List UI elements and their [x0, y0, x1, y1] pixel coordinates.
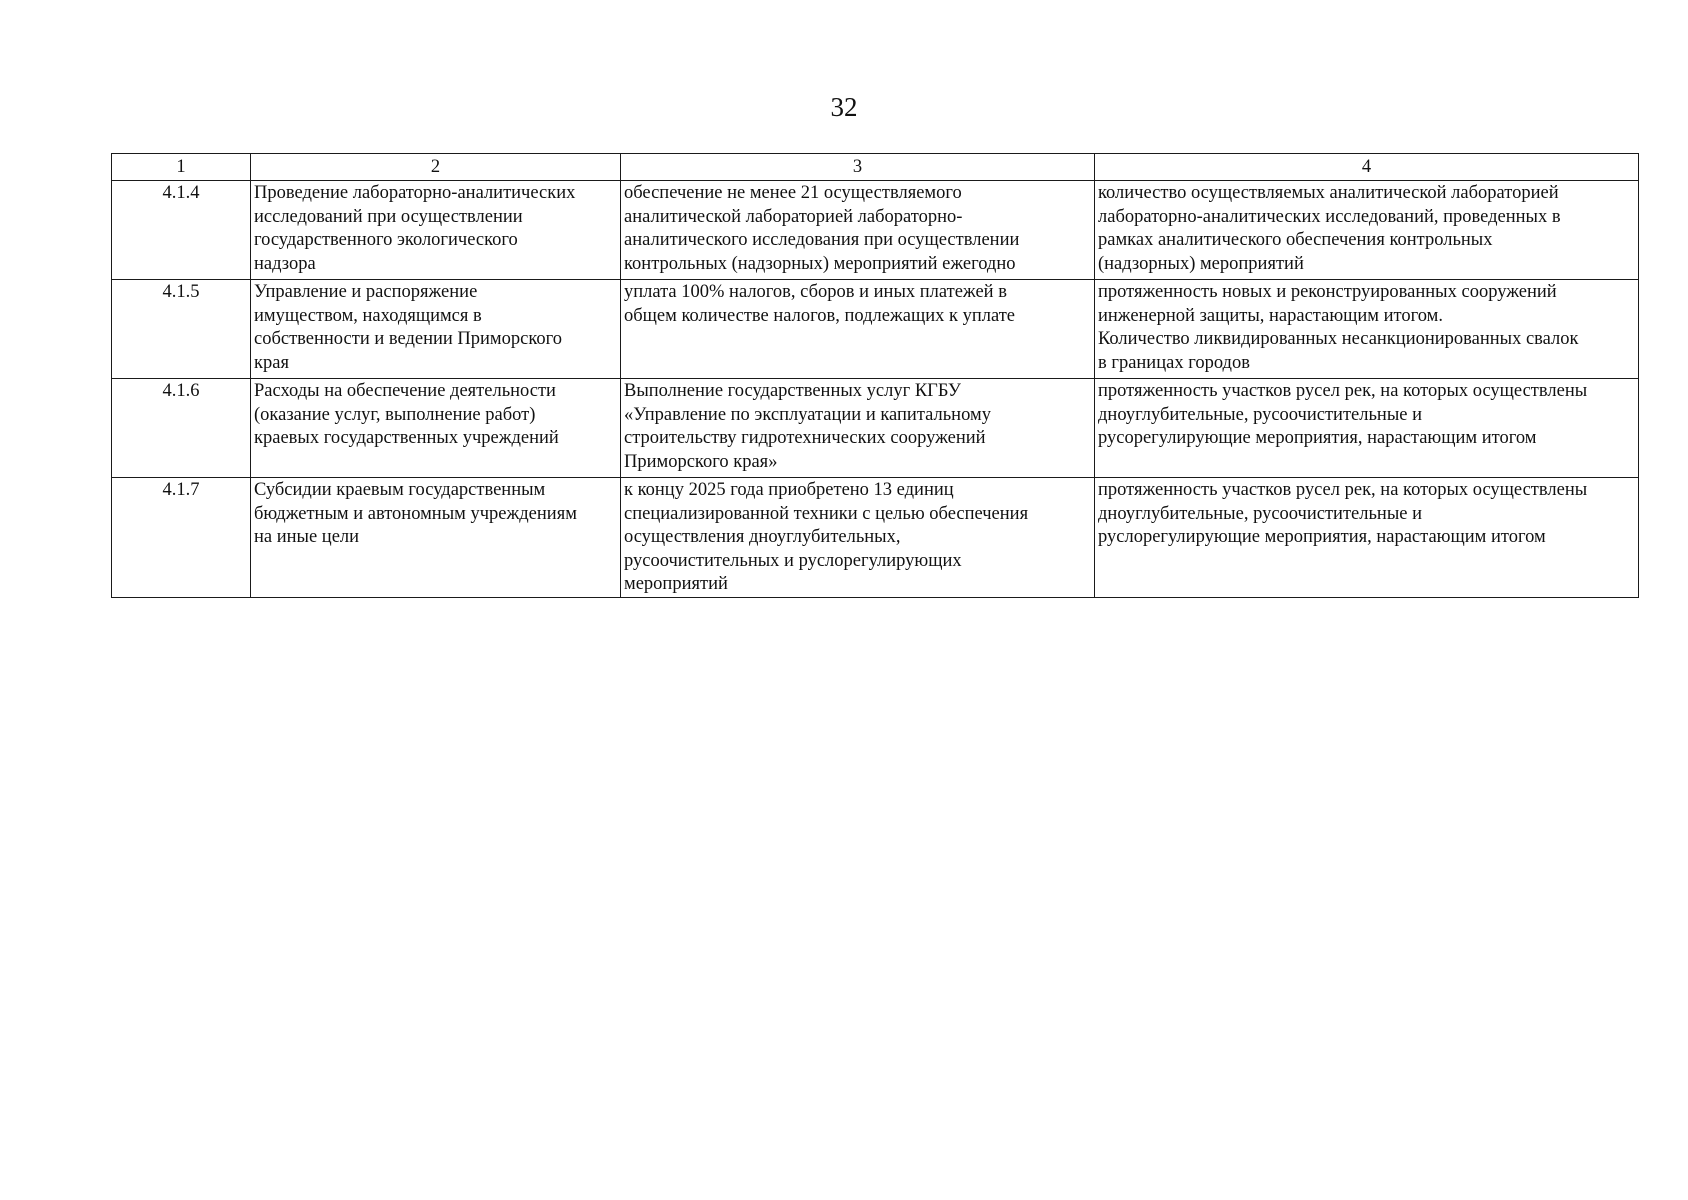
- indicator: протяженность участков русел рек, на которых осуществлены дноуглубительные, русоочистительные и руслорегулирующие мероприятия, нарастающим итогом: [1095, 478, 1639, 598]
- table-row: [112, 379, 1639, 478]
- column-header-4: 4: [1095, 154, 1639, 181]
- table-header-row: [112, 154, 1639, 181]
- column-header-2: 2: [251, 154, 621, 181]
- table-row: [112, 181, 1639, 280]
- row-number: 4.1.7: [112, 478, 251, 598]
- column-header-1: 1: [112, 154, 251, 181]
- measure-name: Субсидии краевым государственным бюджетным и автономным учреждениям на иные цели: [251, 478, 621, 598]
- table-row: [112, 478, 1639, 598]
- expected-result: уплата 100% налогов, сборов и иных платежей в общем количестве налогов, подлежащих к уплате: [621, 280, 1095, 379]
- table-row: [112, 280, 1639, 379]
- indicator: количество осуществляемых аналитической лабораторией лабораторно-аналитических исследований, проведенных в рамках аналитического обеспечения контрольных (надзорных) мероприятий: [1095, 181, 1639, 280]
- page-number: 32: [830, 92, 858, 122]
- measure-name: Управление и распоряжение имуществом, находящимся в собственности и ведении Приморского края: [251, 280, 621, 379]
- indicator: протяженность участков русел рек, на которых осуществлены дноуглубительные, русоочистительные и русoрегулирующие мероприятия, нарастающим итогом: [1095, 379, 1639, 478]
- measure-name: Расходы на обеспечение деятельности (оказание услуг, выполнение работ) краевых государственных учреждений: [251, 379, 621, 478]
- row-number: 4.1.6: [112, 379, 251, 478]
- program-table: [111, 153, 1639, 598]
- indicator: протяженность новых и реконструированных сооружений инженерной защиты, нарастающим итогом. Количество ликвидированных несанкционированных свалок в границах городов: [1095, 280, 1639, 379]
- expected-result: к концу 2025 года приобретено 13 единиц специализированной техники с целью обеспечения осуществления дноуглубительных, русоочистительных и руслорегулирующих мероприятий: [621, 478, 1095, 598]
- measure-name: Проведение лабораторно-аналитических исследований при осуществлении государственного экологического надзора: [251, 181, 621, 280]
- column-header-3: 3: [621, 154, 1095, 181]
- expected-result: обеспечение не менее 21 осуществляемого аналитической лабораторией лабораторно- аналитического исследования при осуществлении контрольных (надзорных) мероприятий ежегодно: [621, 181, 1095, 280]
- row-number: 4.1.4: [112, 181, 251, 280]
- expected-result: Выполнение государственных услуг КГБУ «Управление по эксплуатации и капитальному строительству гидротехнических сооружений Приморского края»: [621, 379, 1095, 478]
- row-number: 4.1.5: [112, 280, 251, 379]
